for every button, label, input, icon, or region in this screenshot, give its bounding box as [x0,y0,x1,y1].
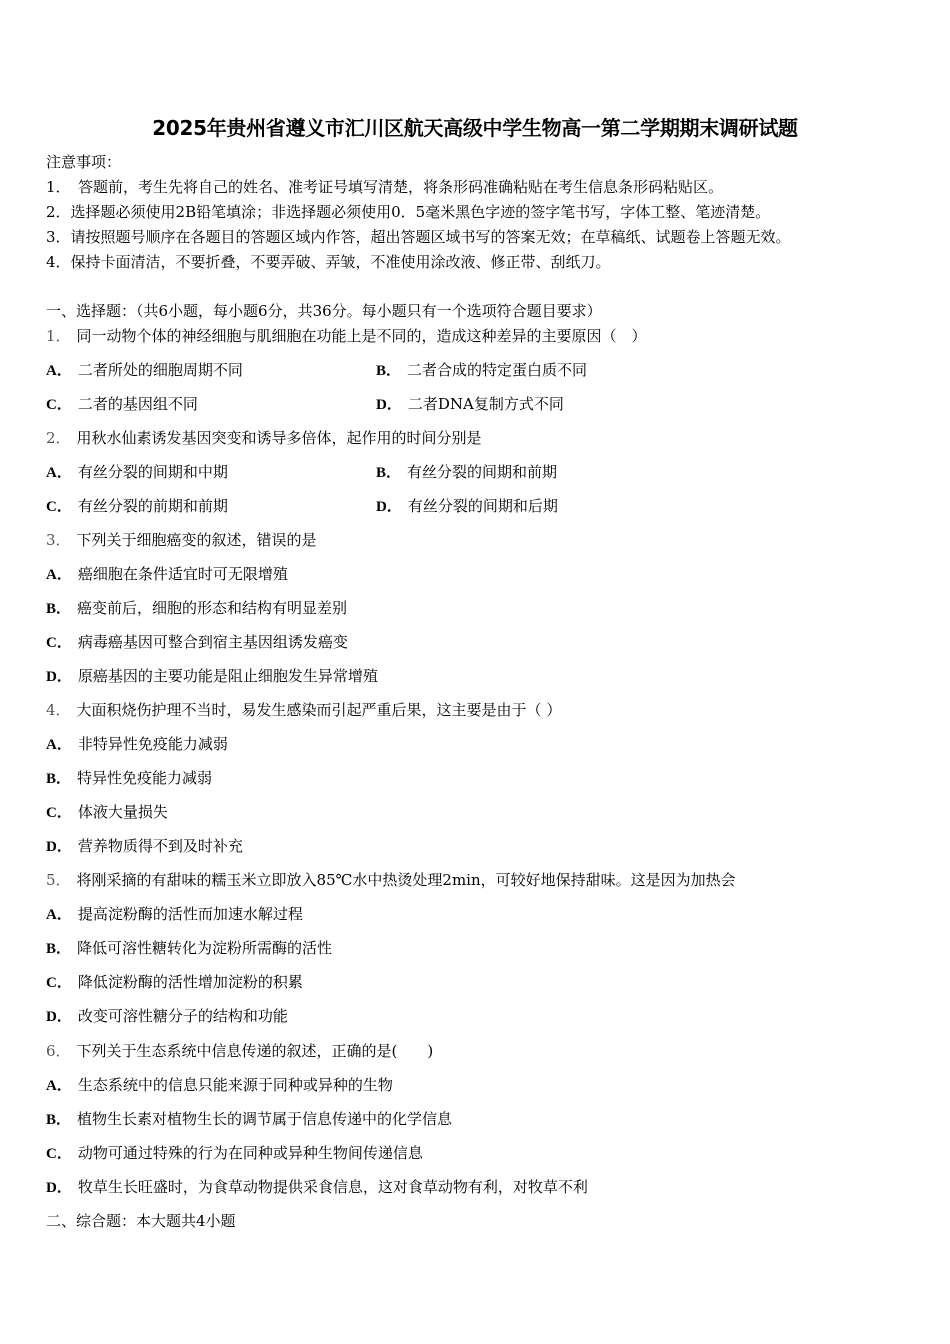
question-5 [46,870,736,890]
option-text: 牧草生长旺盛时，为食草动物提供采食信息，这对食草动物有利，对牧草不利 [77,1178,588,1196]
option-text: 植物生长素对植物生长的调节属于信息传递中的化学信息 [77,1110,453,1128]
question-text: 用秋水仙素诱发基因突变和诱导多倍体，起作用的时间分别是 [76,429,482,447]
option-label: A． [46,465,72,481]
question-6 [46,1041,433,1061]
question-text: 将刚采摘的有甜味的糯玉米立即放入85℃水中热烫处理2min，可较好地保持甜味。这是因为加热会 [76,871,736,889]
option-text: 有丝分裂的间期和后期 [407,497,558,515]
q3-option-d [46,666,378,687]
q3-option-c [46,632,348,653]
q3-option-a [46,564,288,585]
option-text: 有丝分裂的间期和前期 [407,463,558,481]
option-label: D． [46,839,72,855]
question-text: 下列关于生态系统中信息传递的叙述，正确的是( ) [76,1042,434,1060]
option-label: C． [46,397,72,413]
q5-option-b [46,938,332,959]
q2-option-a [46,462,228,483]
option-label: B． [46,771,72,787]
option-text: 生态系统中的信息只能来源于同种或异种的生物 [77,1076,393,1094]
q6-option-b [46,1109,452,1130]
question-3 [46,530,317,550]
question-4 [46,700,561,720]
q1-option-d [376,394,564,415]
option-text: 动物可通过特殊的行为在同种或异种生物间传递信息 [77,1144,423,1162]
option-text: 有丝分裂的前期和前期 [77,497,228,515]
q5-option-a [46,904,303,925]
option-text: 提高淀粉酶的活性而加速水解过程 [77,905,303,923]
option-label: B． [46,941,72,957]
option-text: 二者所处的细胞周期不同 [77,361,243,379]
q5-option-d [46,1006,288,1027]
option-label: C． [46,975,72,991]
option-label: B． [46,1112,72,1128]
q6-option-c [46,1143,423,1164]
option-label: D． [46,669,72,685]
q1-option-b [376,360,587,381]
notice-item-3: 3．请按照题号顺序在各题目的答题区域内作答，超出答题区域书写的答案无效；在草稿纸、试题卷上答题无效。 [46,228,791,246]
option-text: 降低可溶性糖转化为淀粉所需酶的活性 [77,939,333,957]
option-label: C． [46,635,72,651]
question-number: 1． [46,327,71,345]
q3-option-b [46,598,347,619]
option-text: 原癌基因的主要功能是阻止细胞发生异常增殖 [77,667,378,685]
q2-option-c [46,496,228,517]
option-text: 特异性免疫能力减弱 [77,769,213,787]
question-number: 6． [46,1042,71,1060]
option-text: 二者DNA复制方式不同 [407,395,564,413]
option-label: D． [46,1009,72,1025]
option-label: A． [46,567,72,583]
option-label: B． [46,601,72,617]
question-number: 4． [46,701,71,719]
option-label: D． [376,397,402,413]
option-label: A． [46,363,72,379]
question-text: 大面积烧伤护理不当时，易发生感染而引起严重后果，这主要是由于（ ） [76,701,562,719]
section-1-heading: 一、选择题：（共6小题，每小题6分，共36分。每小题只有一个选项符合题目要求） [46,302,602,320]
option-text: 非特异性免疫能力减弱 [77,735,228,753]
q4-option-b [46,768,212,789]
option-text: 营养物质得不到及时补充 [77,837,243,855]
q4-option-d [46,836,243,857]
question-text: 同一动物个体的神经细胞与肌细胞在功能上是不同的，造成这种差异的主要原因（ ） [76,327,647,345]
q6-option-a [46,1075,393,1096]
option-text: 癌细胞在条件适宜时可无限增殖 [77,565,288,583]
q4-option-a [46,734,228,755]
option-text: 二者的基因组不同 [77,395,198,413]
question-number: 3． [46,531,71,549]
option-label: A． [46,737,72,753]
section-2-heading: 二、综合题：本大题共4小题 [46,1212,236,1230]
option-label: A． [46,1078,72,1094]
option-label: B． [376,465,402,481]
question-2 [46,428,482,448]
q1-option-c [46,394,198,415]
option-text: 二者合成的特定蛋白质不同 [407,361,588,379]
option-text: 体液大量损失 [77,803,168,821]
notice-heading: 注意事项： [46,153,122,171]
q1-option-a [46,360,243,381]
option-text: 有丝分裂的间期和中期 [77,463,228,481]
exam-title: 2025年贵州省遵义市汇川区航天高级中学生物高一第二学期期末调研试题 [152,116,798,140]
question-number: 5． [46,871,71,889]
option-text: 病毒癌基因可整合到宿主基因组诱发癌变 [77,633,348,651]
question-number: 2． [46,429,71,447]
notice-item-4: 4．保持卡面清洁，不要折叠，不要弄破、弄皱，不准使用涂改液、修正带、刮纸刀。 [46,253,611,271]
option-label: C． [46,499,72,515]
question-1 [46,326,647,346]
option-label: D． [46,1180,72,1196]
q4-option-c [46,802,168,823]
q2-option-d [376,496,558,517]
option-text: 降低淀粉酶的活性增加淀粉的积累 [77,973,303,991]
option-label: C． [46,805,72,821]
q6-option-d [46,1177,588,1198]
q5-option-c [46,972,303,993]
option-label: A． [46,907,72,923]
notice-item-1: 1． 答题前，考生先将自己的姓名、准考证号填写清楚，将条形码准确粘贴在考生信息条形码粘贴区。 [46,178,724,196]
option-text: 改变可溶性糖分子的结构和功能 [77,1007,288,1025]
option-text: 癌变前后，细胞的形态和结构有明显差别 [77,599,348,617]
notice-item-2: 2．选择题必须使用2B铅笔填涂；非选择题必须使用0．5毫米黑色字迹的签字笔书写，字体工整、笔迹清楚。 [46,203,771,221]
option-label: B． [376,363,402,379]
question-text: 下列关于细胞癌变的叙述，错误的是 [76,531,317,549]
option-label: D． [376,499,402,515]
option-label: C． [46,1146,72,1162]
q2-option-b [376,462,557,483]
